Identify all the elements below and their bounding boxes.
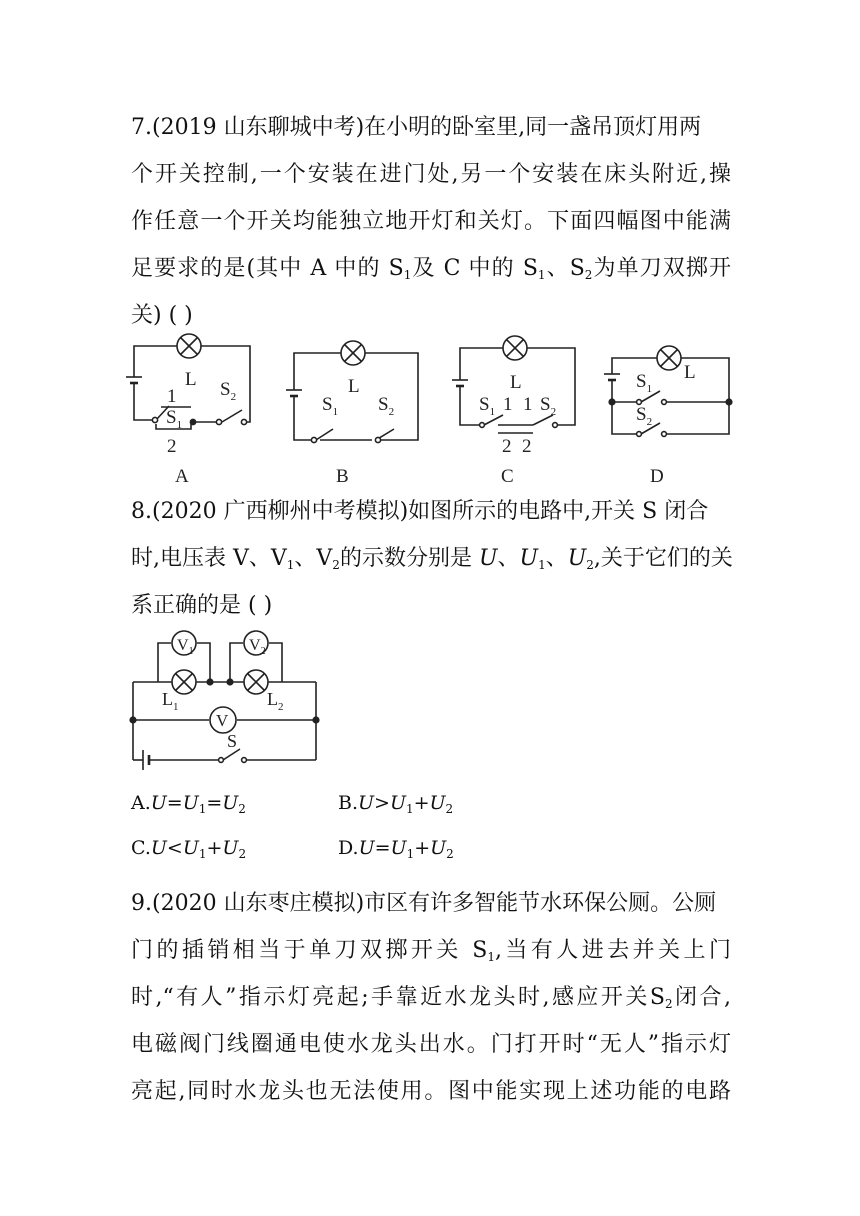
label-a-2: 2 — [167, 436, 177, 457]
option-a[interactable]: $A.U=U_1=U_2$ — [131, 792, 246, 816]
caption-d: D — [650, 466, 664, 487]
q7-line-2: 个开关控制,一个安装在进门处,另一个安装在床头附近,操 — [131, 162, 731, 187]
q8-source: (2020 广西柳州中考模拟) — [152, 499, 409, 524]
label-c-L: L — [510, 372, 522, 393]
label-c-2a: 2 — [502, 436, 512, 457]
caption-c: C — [501, 466, 514, 487]
option-d[interactable]: $D.U=U_1+U_2$ — [338, 837, 454, 861]
caption-a: A — [175, 466, 189, 487]
q8-line-3: 系正确的是 ( ) — [131, 593, 273, 618]
q7-line-1: 7.(2019 山东聊城中考)在小明的卧室里,同一盏吊顶灯用两 — [131, 115, 702, 140]
label-d-L: L — [684, 362, 696, 383]
label-a-1: 1 — [167, 386, 177, 407]
q9-source: (2020 山东枣庄模拟) — [152, 891, 365, 916]
label-b-L: L — [348, 376, 360, 397]
q9-line-4: 电磁阀门线圈通电使水龙头出水。门打开时“无人”指示灯 — [131, 1032, 731, 1057]
label-c-2b: 2 — [522, 436, 532, 457]
label-a-S1: $S_1$ — [166, 407, 183, 431]
label-b-S1: $S_1$ — [322, 394, 339, 418]
meter-v: V — [216, 711, 229, 730]
option-b[interactable]: $B.U>U_1+U_2$ — [338, 792, 454, 816]
q9-number: 9. — [131, 891, 152, 916]
label-l2: $L_2$ — [267, 689, 284, 713]
label-b-S2: $S_2$ — [378, 394, 395, 418]
label-d-S1: $S_1$ — [636, 371, 653, 395]
q8-line-1: 8.(2020 广西柳州中考模拟)如图所示的电路中,开关 S 闭合 — [131, 499, 709, 524]
q9-line-5: 亮起,同时水龙头也无法使用。图中能实现上述功能的电路 — [131, 1079, 731, 1104]
meter-v1: $V_1$ — [177, 637, 194, 657]
q7-line-5: 关) ( ) — [131, 303, 193, 328]
label-s: S — [227, 731, 238, 751]
label-c-1b: 1 — [523, 394, 533, 415]
option-c[interactable]: $C.U<U_1+U_2$ — [131, 837, 247, 861]
label-d-S2: $S_2$ — [636, 404, 653, 428]
q9-line-2: 门的插销相当于单刀双掷开关 $S_1$,当有人进去并关上门 — [131, 938, 731, 964]
q9-line-3: 时,“有人”指示灯亮起;手靠近水龙头时,感应开关$S_2$闭合, — [131, 985, 732, 1011]
q8-number: 8. — [131, 499, 152, 524]
q7-line-4: 足要求的是(其中 A 中的 $S_1$及 C 中的 $S_1$、$S_2$为单刀双掷开 — [131, 256, 731, 282]
q7-source: (2019 山东聊城中考) — [152, 115, 365, 140]
label-c-S2: $S_2$ — [540, 394, 557, 418]
label-c-S1: $S_1$ — [479, 394, 496, 418]
q9-line-1: 9.(2020 山东枣庄模拟)市区有许多智能节水环保公厕。公厕 — [131, 891, 717, 916]
caption-b: B — [336, 466, 349, 487]
question-9 — [131, 880, 731, 1115]
q7-line-3: 作任意一个开关均能独立地开灯和关灯。下面四幅图中能满 — [131, 209, 731, 234]
label-l1: $L_1$ — [162, 689, 179, 713]
q7-number: 7. — [131, 115, 152, 140]
label-c-1a: 1 — [503, 394, 513, 415]
q8-line-2: 时,电压表 V、$V_1$、$V_2$的示数分别是 U、$U_1$、$U_2$,关于它们的关 — [131, 546, 733, 572]
meter-v2: $V_2$ — [249, 637, 266, 657]
label-a-S2: $S_2$ — [220, 379, 237, 403]
label-a-L: L — [185, 369, 197, 390]
